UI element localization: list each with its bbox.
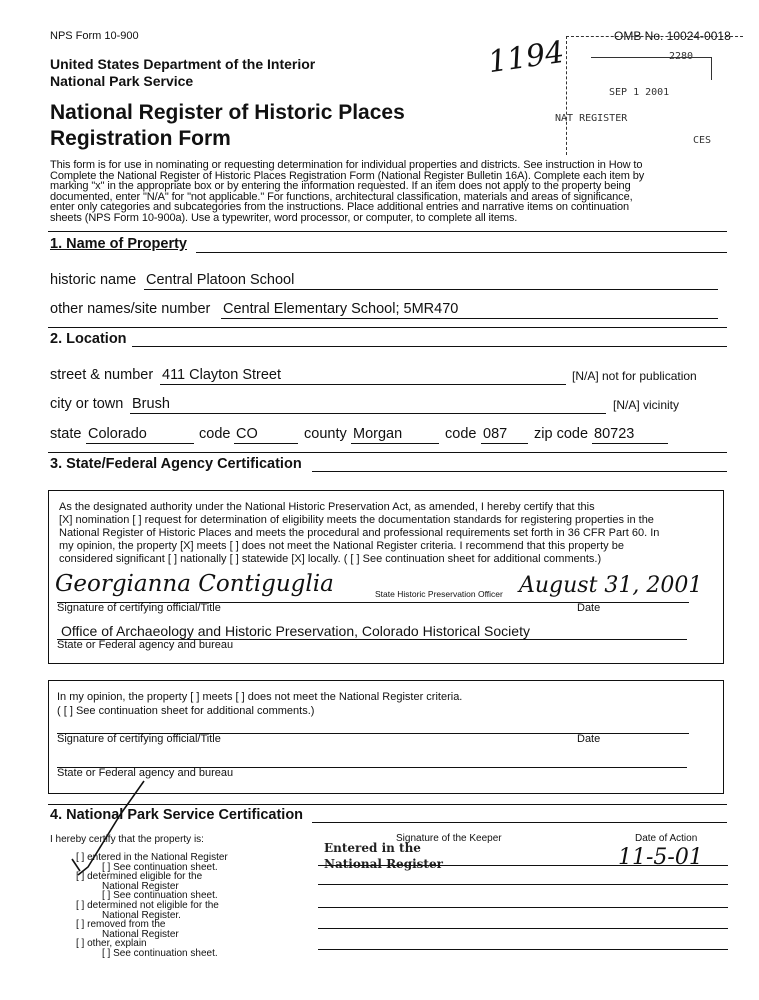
certification-line: considered significant [ ] nationally [ ] statewide [X] locally. ( [ ] See continuation sheet for additional comments.) bbox=[59, 553, 602, 565]
keeper-signature-line bbox=[318, 884, 728, 885]
state-label: state bbox=[50, 426, 82, 442]
certification-line: National Register of Historic Places and meets the procedural and professional requirements set forth in 36 CFR Part 60. In bbox=[59, 527, 660, 539]
zip-field[interactable]: 80723 bbox=[592, 426, 668, 444]
keeper-signature-line bbox=[318, 949, 728, 950]
form-number: NPS Form 10-900 bbox=[50, 30, 139, 42]
instructions-line: enter only categories and subcategories from the instructions. Place additional entries and narrative items on continuation bbox=[50, 201, 629, 214]
section-heading-rule bbox=[196, 252, 727, 253]
option-determined-not-eligible[interactable]: [ ] determined not eligible for the bbox=[76, 899, 219, 911]
stamp-line: CES bbox=[693, 135, 712, 146]
option-continuation[interactable]: [ ] See continuation sheet. bbox=[102, 861, 218, 873]
state-code-label: code bbox=[199, 426, 231, 442]
section-heading-rule bbox=[132, 346, 727, 347]
keeper-signature-line bbox=[318, 928, 728, 929]
stamp-line: 2280 bbox=[669, 51, 694, 62]
department-name: United States Department of the Interior bbox=[50, 56, 316, 72]
not-for-publication[interactable]: [N/A] not for publication bbox=[572, 369, 697, 383]
option-removed[interactable]: [ ] removed from the bbox=[76, 919, 166, 931]
county-label: county bbox=[304, 426, 347, 442]
option-other[interactable]: [ ] other, explain bbox=[76, 938, 147, 950]
entered-stamp-line: Entered in the bbox=[324, 841, 421, 855]
historic-name-label: historic name bbox=[50, 272, 137, 288]
service-name: National Park Service bbox=[50, 73, 194, 89]
keeper-label: Signature of the Keeper bbox=[396, 833, 502, 844]
stamp-line: SEP 1 2001 bbox=[609, 87, 670, 98]
omb-number: OMB No. 10024-0018 bbox=[614, 29, 731, 43]
agency-label: State or Federal agency and bureau bbox=[57, 639, 234, 651]
other-names-label: other names/site number bbox=[50, 301, 211, 317]
state-certification-box bbox=[48, 490, 724, 664]
certification-text bbox=[59, 501, 719, 566]
agency-value[interactable]: Office of Archaeology and Historic Preservation, Colorado Historical Society bbox=[61, 623, 530, 639]
certification-line: my opinion, the property [X] meets [ ] does not meet the National Register criteria. I recommend that this property be bbox=[59, 540, 624, 552]
received-stamp bbox=[555, 36, 743, 155]
county-field[interactable]: Morgan bbox=[351, 426, 439, 444]
section-divider bbox=[48, 327, 727, 328]
zip-label: zip code bbox=[534, 426, 589, 442]
section-heading-rule bbox=[312, 471, 727, 472]
option-entered[interactable]: [ ] entered in the National Register bbox=[76, 852, 228, 863]
date-label: Date bbox=[577, 602, 601, 614]
section-4-heading: 4. National Park Service Certification bbox=[50, 807, 304, 823]
instructions-line: sheets (NPS Form 10-900a). Use a typewriter, word processor, or computer, to complete all items. bbox=[50, 211, 518, 224]
option-text: National Register. bbox=[102, 909, 181, 921]
instructions-line: marking "x" in the appropriate box or by entering the information requested. If an item does not apply to the property being bbox=[50, 180, 631, 193]
handwritten-signature: Georgianna Contiguglia bbox=[55, 571, 334, 597]
date-of-action-label: Date of Action bbox=[635, 833, 698, 844]
nps-options-list bbox=[76, 853, 228, 959]
handwritten-date: August 31, 2001 bbox=[519, 573, 703, 598]
option-text: National Register bbox=[102, 880, 179, 892]
state-code-field[interactable]: CO bbox=[234, 426, 298, 444]
certification-line: As the designated authority under the National Historic Preservation Act, as amended, I hereby certify that this bbox=[59, 501, 595, 513]
opinion-line: In my opinion, the property [ ] meets [ ] does not meet the National Register criteria. bbox=[57, 691, 463, 703]
form-title-line2: Registration Form bbox=[50, 127, 231, 150]
instructions-line: documented, enter "N/A" for "not applicable." For functions, architectural classification, materials and areas of significance, bbox=[50, 190, 633, 203]
form-title-line1: National Register of Historic Places bbox=[50, 101, 405, 124]
county-code-label: code bbox=[445, 426, 477, 442]
signature-label: Signature of certifying official/Title bbox=[57, 733, 221, 745]
street-label: street & number bbox=[50, 367, 154, 383]
instructions-line: This form is for use in nominating or requesting determination for individual properties and districts. See instruction in How to bbox=[50, 159, 643, 171]
instructions-paragraph bbox=[50, 160, 644, 224]
option-determined-eligible[interactable]: [ ] determined eligible for the bbox=[76, 871, 203, 883]
option-continuation[interactable]: [ ] See continuation sheet. bbox=[102, 890, 218, 902]
entered-stamp bbox=[324, 840, 443, 872]
section-3-heading: 3. State/Federal Agency Certification bbox=[50, 456, 302, 472]
date-label: Date bbox=[577, 733, 601, 745]
keeper-signature-line bbox=[318, 865, 728, 866]
state-field[interactable]: Colorado bbox=[86, 426, 194, 444]
stamp-line: NAT REGISTER bbox=[555, 113, 628, 124]
city-label: city or town bbox=[50, 396, 124, 412]
certification-line: [X] nomination [ ] request for determination of eligibility meets the documentation standards for registering properties in the bbox=[59, 514, 654, 526]
handwritten-date-of-action: 11-5-01 bbox=[618, 845, 703, 870]
officer-title: State Historic Preservation Officer bbox=[375, 589, 503, 599]
section-1-heading: 1. Name of Property bbox=[50, 236, 187, 252]
keeper-signature-line bbox=[318, 907, 728, 908]
entered-stamp-line: National Register bbox=[324, 857, 443, 871]
handwritten-reference-number: 1194 bbox=[485, 34, 567, 81]
section-heading-rule bbox=[312, 822, 727, 823]
certify-text: I hereby certify that the property is: bbox=[50, 834, 204, 845]
county-code-field[interactable]: 087 bbox=[481, 426, 528, 444]
section-divider bbox=[48, 231, 727, 232]
street-field[interactable]: 411 Clayton Street bbox=[160, 367, 566, 385]
stamp-frame bbox=[591, 57, 712, 80]
instructions-line: Complete the National Register of Historic Places Registration Form (National Register Bulletin 16A). Complete each item by bbox=[50, 169, 645, 182]
section-divider bbox=[48, 452, 727, 453]
opinion-line: ( [ ] See continuation sheet for additional comments.) bbox=[57, 705, 315, 717]
historic-name-field[interactable]: Central Platoon School bbox=[144, 272, 718, 290]
signature-label: Signature of certifying official/Title bbox=[57, 602, 221, 614]
agency-label: State or Federal agency and bureau bbox=[57, 767, 234, 779]
option-text: National Register bbox=[102, 928, 179, 940]
other-names-field[interactable]: Central Elementary School; 5MR470 bbox=[221, 301, 718, 319]
option-continuation[interactable]: [ ] See continuation sheet. bbox=[102, 947, 218, 959]
city-field[interactable]: Brush bbox=[130, 396, 606, 414]
vicinity[interactable]: [N/A] vicinity bbox=[613, 398, 680, 412]
section-2-heading: 2. Location bbox=[50, 331, 127, 347]
